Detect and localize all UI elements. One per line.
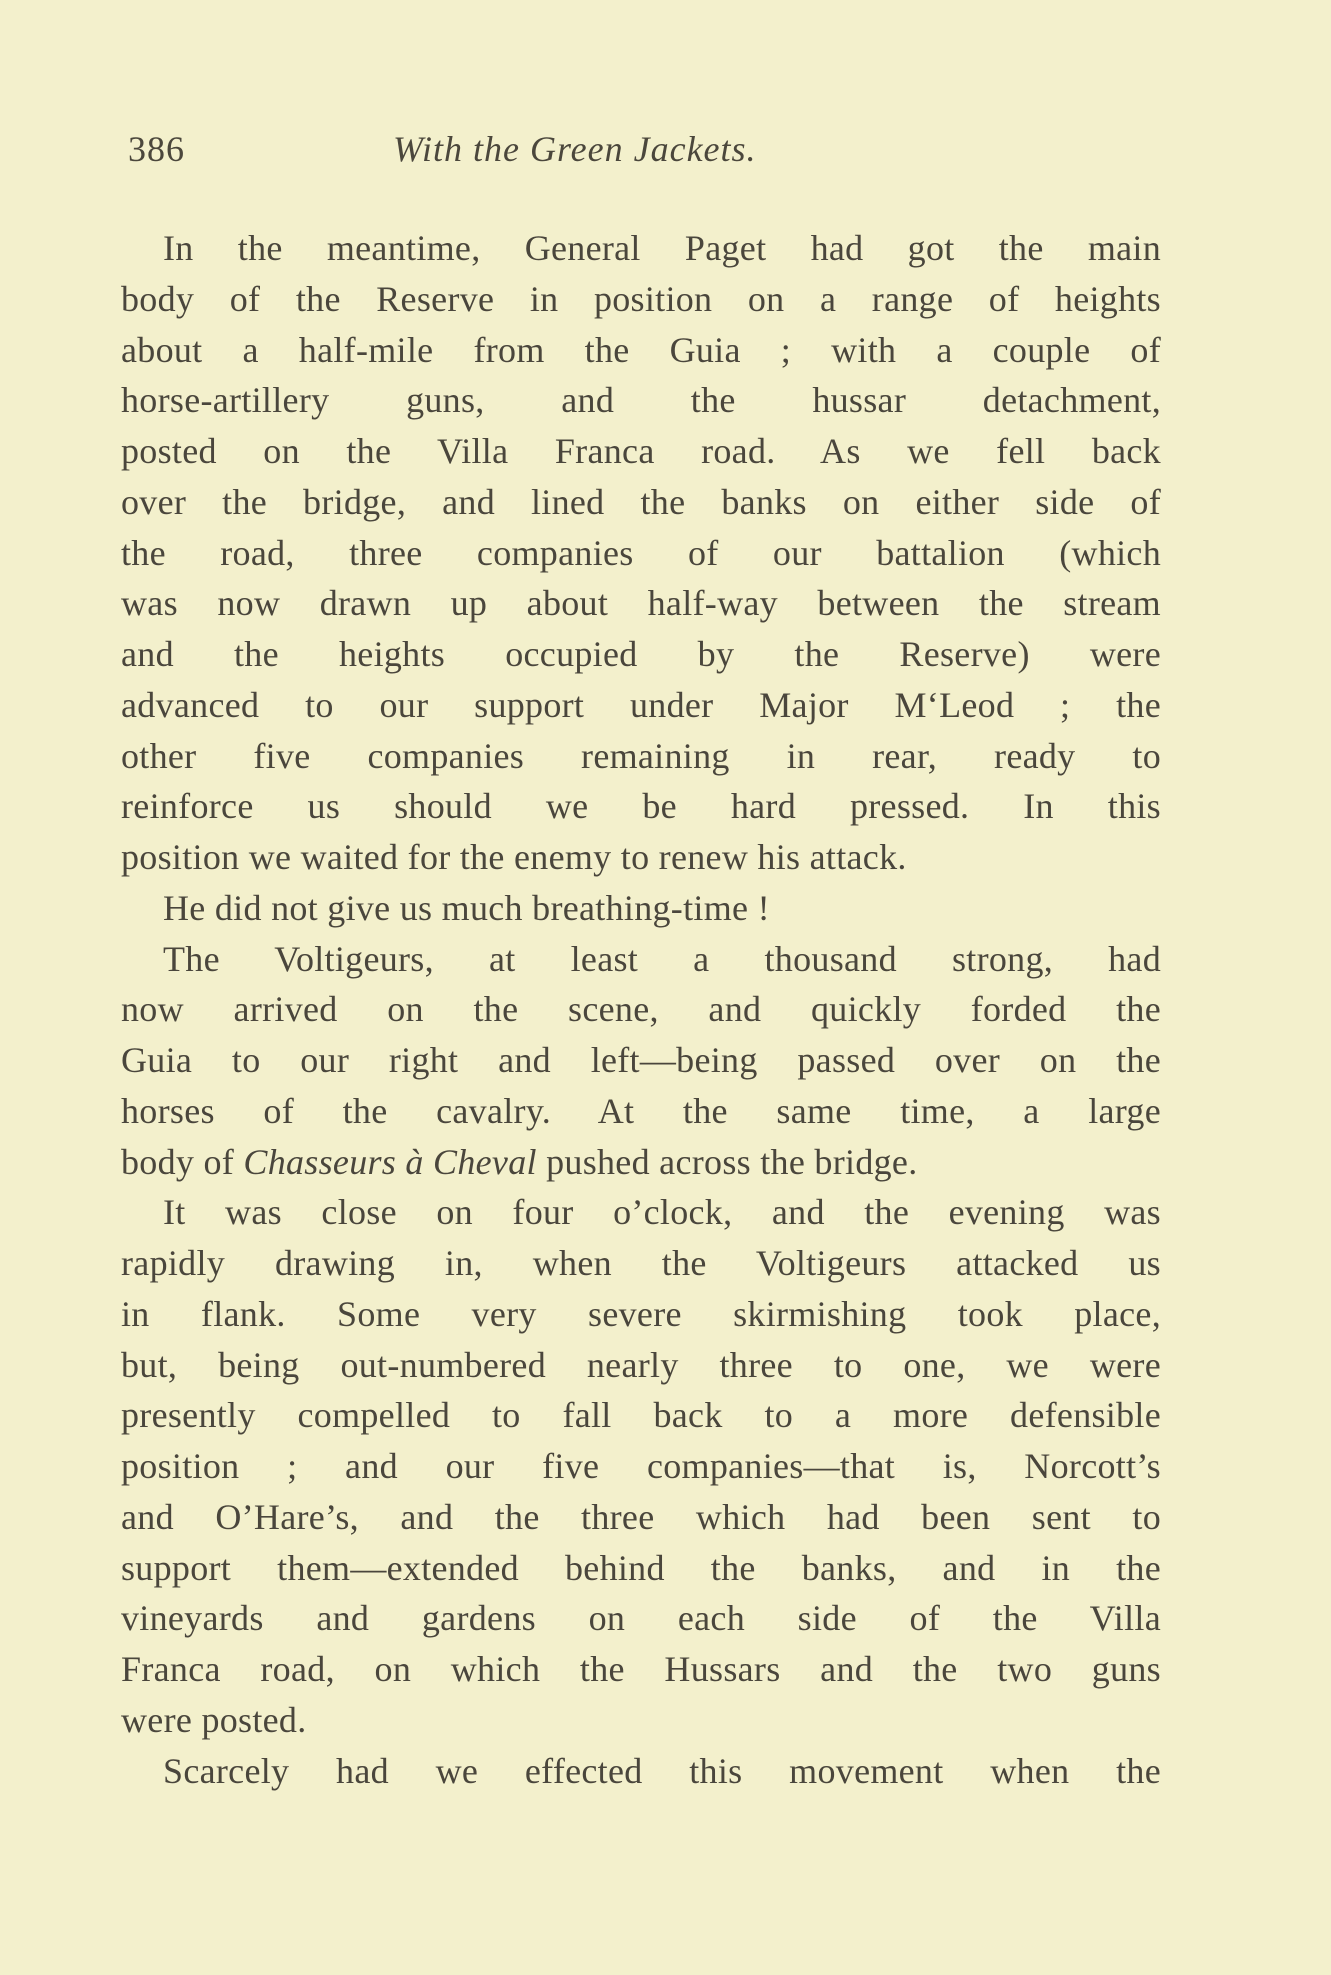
page-number: 386 bbox=[128, 129, 185, 169]
text-segment: body of bbox=[121, 1141, 244, 1182]
text-line: now arrived on the scene, and quickly forded the bbox=[121, 989, 1161, 1030]
text-line: position we waited for the enemy to renew his attack. bbox=[121, 837, 907, 877]
text-line: posted on the Villa Franca road. As we fell back bbox=[121, 431, 1161, 471]
page-header bbox=[128, 128, 928, 188]
body-text bbox=[121, 223, 1161, 1796]
text-line: horses of the cavalry. At the same time, a large bbox=[121, 1090, 1161, 1131]
text-line: was now drawn up about half-way between the stream bbox=[121, 583, 1161, 624]
text-line: rapidly drawing in, when the Voltigeurs attacked us bbox=[121, 1243, 1161, 1283]
text-line: other five companies remaining in rear, ready to bbox=[121, 735, 1161, 776]
text-line: presently compelled to fall back to a more defensible bbox=[121, 1395, 1161, 1436]
text-line: The Voltigeurs, at least a thousand strong, had bbox=[163, 938, 1161, 979]
text-line: He did not give us much breathing-time ! bbox=[163, 887, 770, 928]
text-line: vineyards and gardens on each side of the Villa bbox=[121, 1598, 1161, 1639]
text-line: reinforce us should we be hard pressed. In this bbox=[121, 786, 1161, 827]
text-line: position ; and our five companies—that is, Norcott’s bbox=[121, 1446, 1161, 1486]
text-line: body of the Reserve in position on a range of heights bbox=[121, 278, 1161, 319]
text-segment: pushed across the bridge. bbox=[536, 1141, 918, 1182]
text-line: and the heights occupied by the Reserve) were bbox=[121, 634, 1161, 674]
text-line: over the bridge, and lined the banks on either side of bbox=[121, 481, 1161, 522]
italic-phrase: Chasseurs à Cheval bbox=[243, 1141, 537, 1182]
text-line: Scarcely had we effected this movement when the bbox=[163, 1750, 1161, 1791]
text-line: the road, three companies of our battalion (which bbox=[121, 532, 1161, 573]
text-line: about a half-mile from the Guia ; with a couple of bbox=[121, 329, 1161, 370]
text-line: and O’Hare’s, and the three which had been sent to bbox=[121, 1496, 1161, 1537]
text-line: Franca road, on which the Hussars and the two guns bbox=[121, 1649, 1161, 1689]
text-line: Guia to our right and left—being passed over on the bbox=[121, 1040, 1161, 1080]
text-line: advanced to our support under Major M‘Leod ; the bbox=[121, 684, 1161, 725]
text-line: but, being out-numbered nearly three to one, we were bbox=[121, 1344, 1161, 1385]
text-line: In the meantime, General Paget had got the main bbox=[163, 228, 1161, 268]
text-line: It was close on four o’clock, and the evening was bbox=[163, 1192, 1161, 1233]
text-line: in flank. Some very severe skirmishing took place, bbox=[121, 1293, 1161, 1334]
text-line: horse-artillery guns, and the hussar detachment, bbox=[121, 380, 1161, 421]
text-line: support them—extended behind the banks, and in the bbox=[121, 1547, 1161, 1588]
text-line bbox=[121, 1137, 1161, 1188]
running-title: With the Green Jackets. bbox=[393, 129, 757, 169]
text-line: were posted. bbox=[121, 1699, 307, 1740]
